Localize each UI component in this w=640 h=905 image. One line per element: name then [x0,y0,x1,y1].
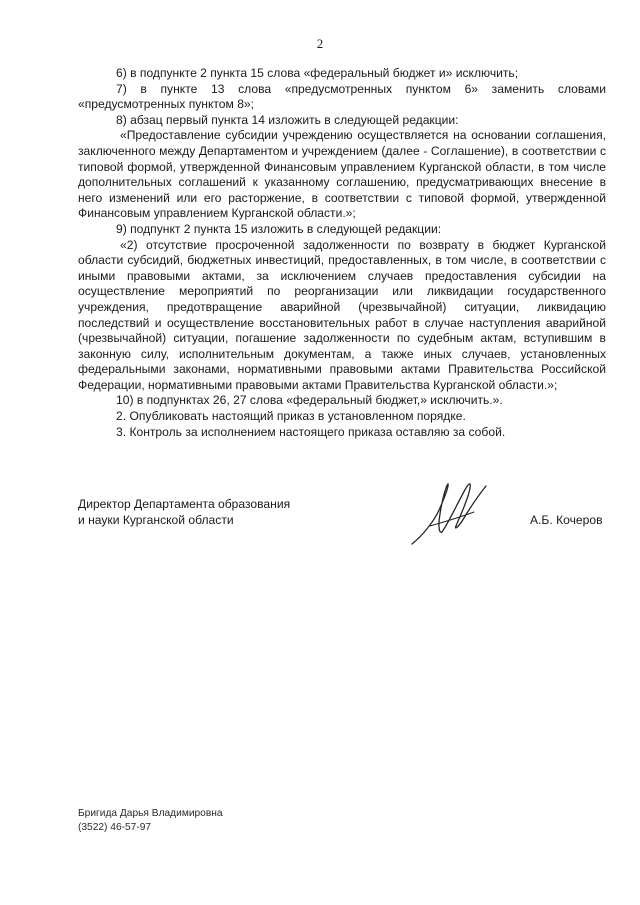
signatory-position-line2: и науки Курганской области [78,513,234,527]
executor-name: Бригида Дарья Владимировна [78,808,223,819]
paragraph-6: 6) в подпункте 2 пункта 15 слова «федеральный бюджет и» исключить; [116,66,519,80]
executor-block [78,807,223,835]
paragraph-7: 7) в пункте 13 слова «предусмотренных пунктом 6» заменить словами «предусмотренных пунктом 8»; [78,81,606,112]
quoted-paragraph-9: «2) отсутствие просроченной задолженности по возврату в бюджет Курганской области субсидий, бюджетных инвестиций, предоставленных, в том числе, в соответствии с иными правовыми актами, за исключением случаев предоставления субсидии на осуществление мероприятий по реорганизации или ликвидации государственного учреждения, предотвращение аварийной (чрезвычайной) ситуации, ликвидацию последствий и осуществление восстановительных работ в случае наступления аварийной (чрезвычайной) ситуации, погашение задолженности по судебным актам, вступившим в законную силу, исполнительным документам, а также иных случаев, установленных федеральными законами, нормативными правовыми актами Правительства Российской Федерации, нормативными правовыми актами Правительства Курганской области.»; [78,237,606,392]
document-body [78,66,606,440]
handwritten-signature [408,478,498,548]
quoted-paragraph-8: «Предоставление субсидии учреждению осуществляется на основании соглашения, заключенного между Департаментом и учреждением (далее - Соглашение), в соответствии с типовой формой, утвержденной Финансовым управлением Курганской области, в том числе дополнительных соглашений к указанному соглашению, предусматривающих внесение в него изменений или его расторжение, в соответствии с типовой формой, утвержденной Финансовым управлением Курганской области.»; [78,128,606,221]
executor-phone: (3522) 46-57-97 [78,822,152,833]
page-number: 2 [316,36,324,51]
signatory-name: А.Б. Кочеров [530,513,603,527]
paragraph-8: 8) абзац первый пункта 14 изложить в следующей редакции: [116,112,459,127]
paragraph-9: 9) подпункт 2 пункта 15 изложить в следующей редакции: [116,221,442,236]
signatory-position-line1: Директор Департамента образования [78,497,291,511]
paragraph-control: 3. Контроль за исполнением настоящего приказа оставляю за собой. [116,424,506,439]
paragraph-10: 10) в подпунктах 26, 27 слова «федеральный бюджет,» исключить.». [116,393,503,408]
paragraph-publish: 2. Опубликовать настоящий приказ в установленном порядке. [116,409,466,424]
signatory-position [78,496,290,528]
